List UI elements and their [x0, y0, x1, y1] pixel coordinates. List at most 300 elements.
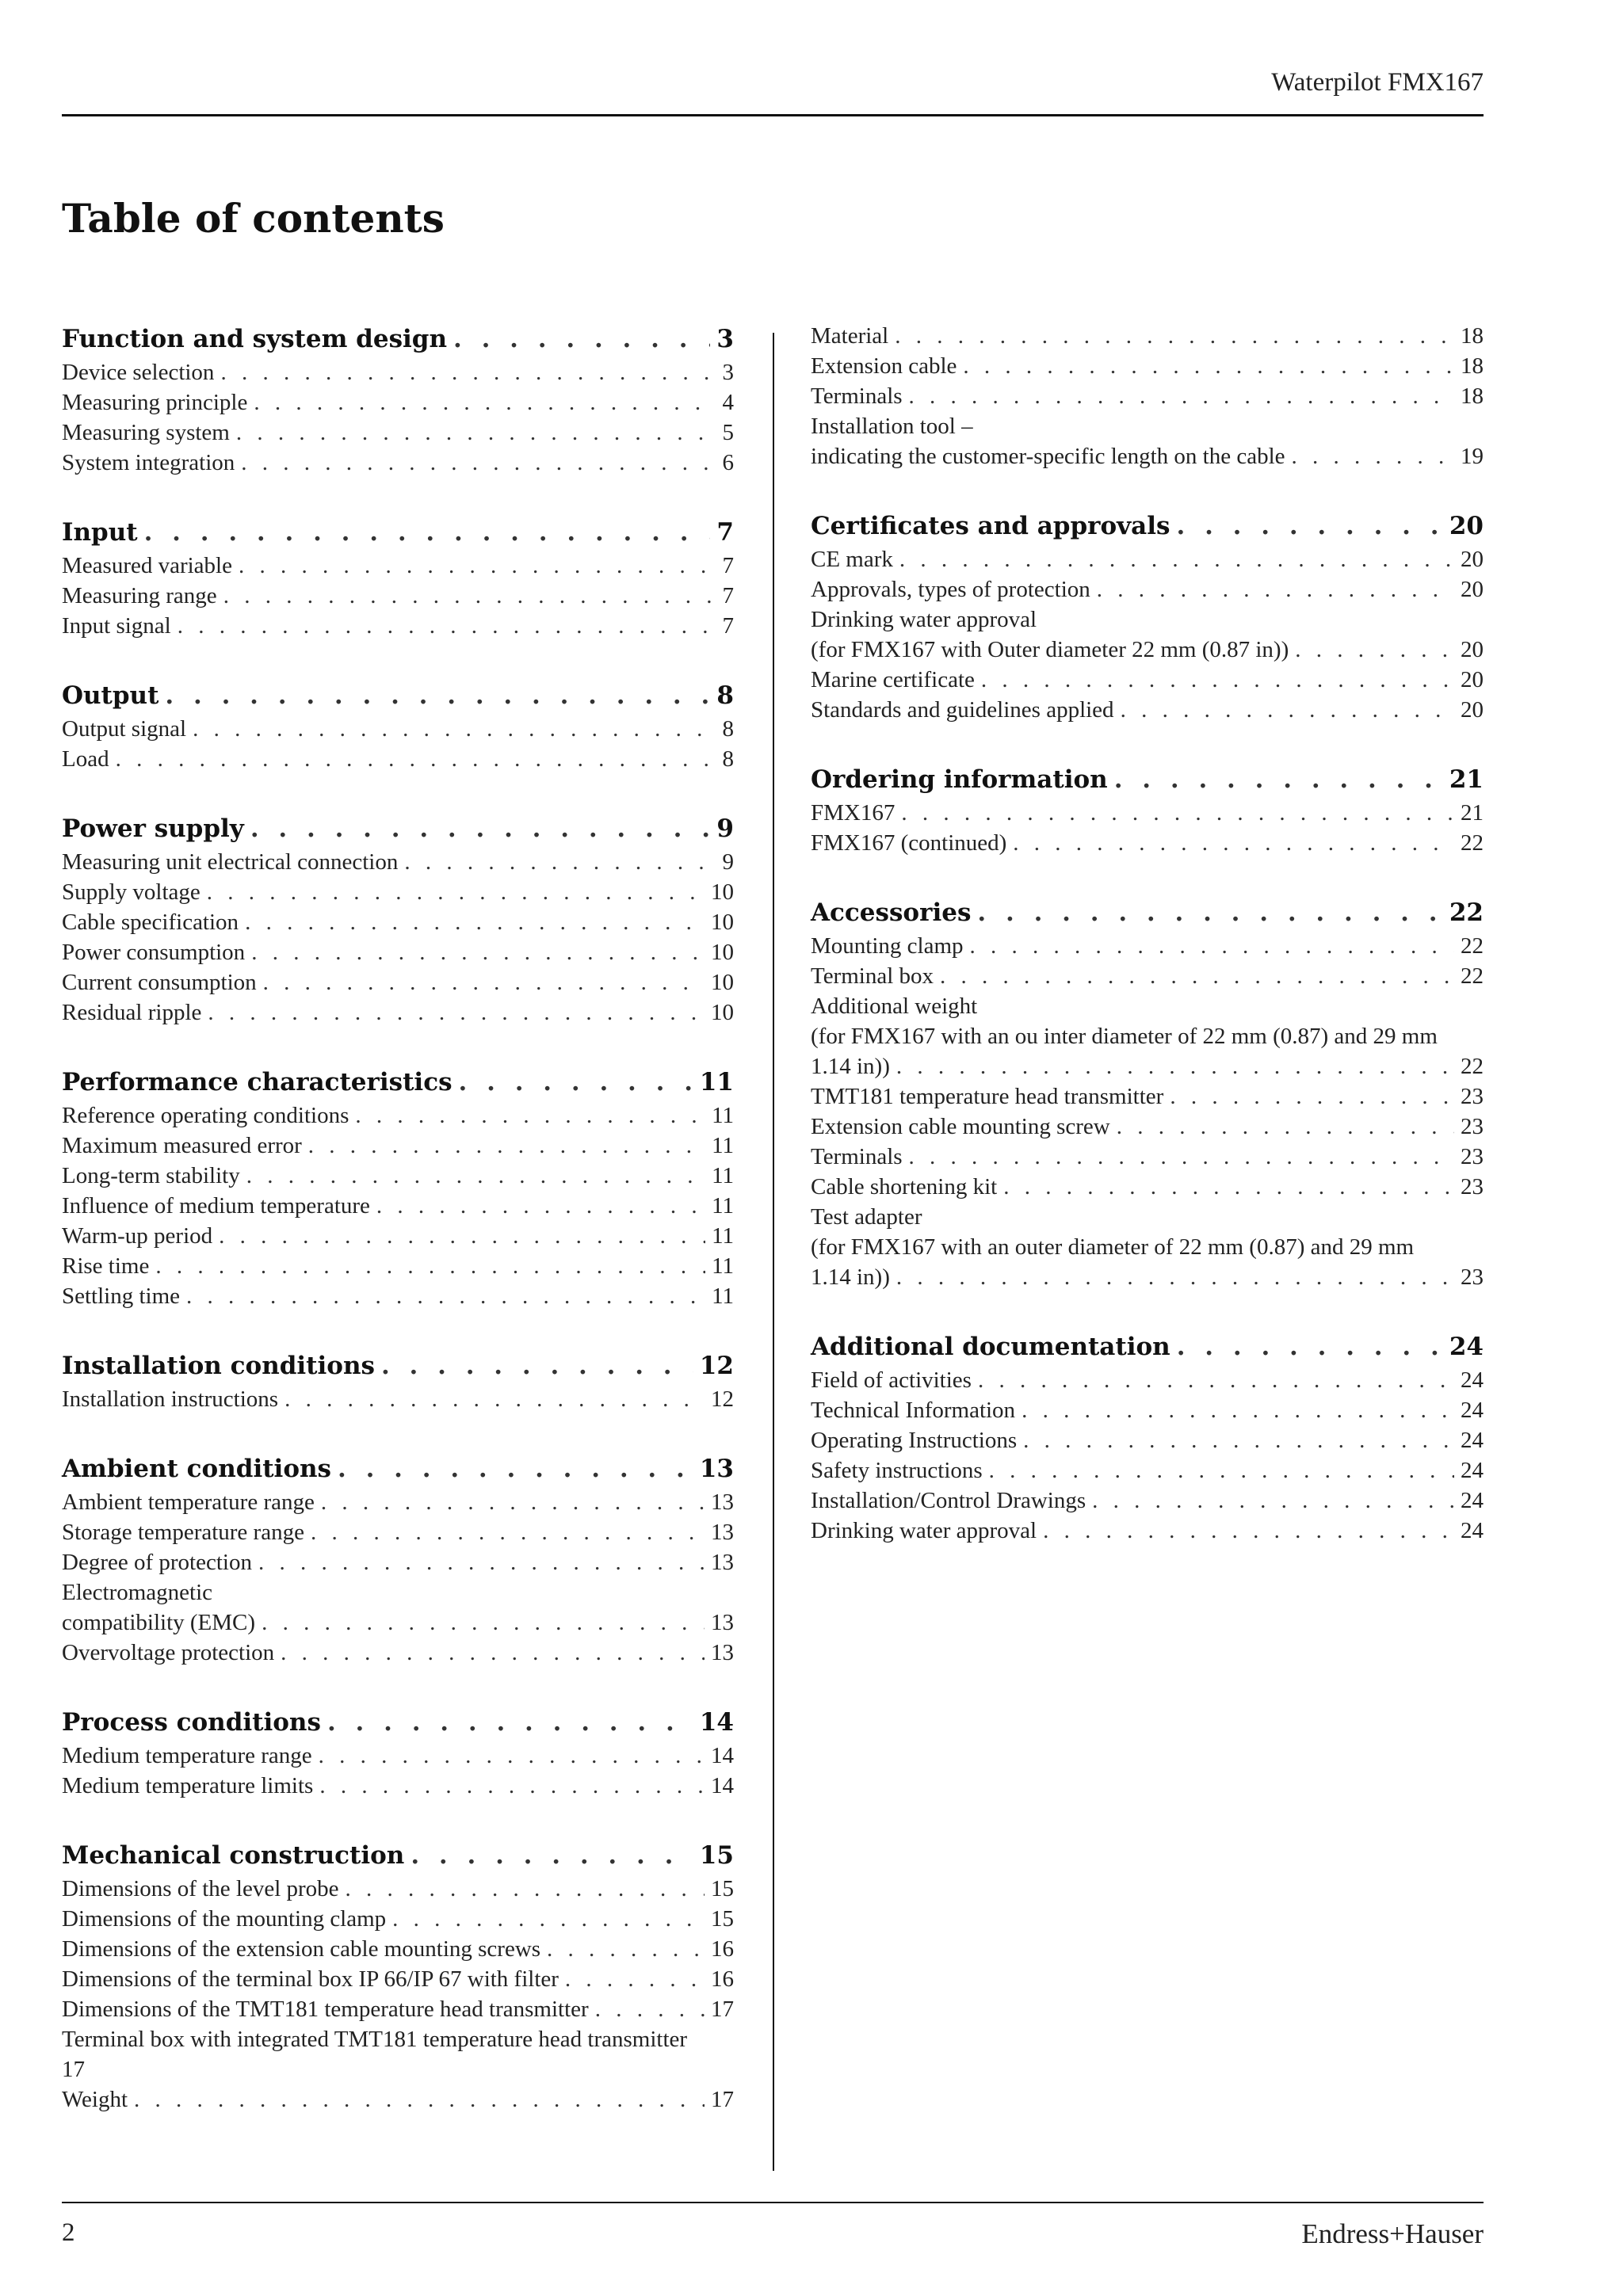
toc-entry-label: Installation tool –: [811, 414, 973, 439]
toc-section-heading-label: Installation conditions: [62, 1352, 375, 1380]
dot-leader: [981, 665, 1454, 695]
toc-entry-label: Input signal: [62, 613, 171, 639]
toc-entry-label: Mounting clamp: [811, 933, 964, 959]
toc-entry-page-number: 11: [712, 1163, 734, 1188]
toc-section-heading-page-number: 22: [1449, 898, 1484, 927]
toc-entry-label: Measuring principle: [62, 390, 248, 415]
toc-entry: [62, 2084, 734, 2115]
toc-entry-page-number: 11: [712, 1253, 734, 1279]
toc-entry: [811, 1112, 1484, 1142]
toc-entry-label: Degree of protection: [62, 1550, 252, 1575]
toc-section: [62, 321, 734, 478]
toc-entry: [62, 1251, 734, 1281]
dot-leader: [1114, 761, 1443, 798]
toc-entry-page-number: 24: [1461, 1488, 1484, 1513]
toc-entry: [62, 1608, 734, 1638]
toc-section-heading: [811, 1329, 1484, 1365]
dot-leader: [262, 1608, 705, 1638]
toc-entry-page-number: 24: [1461, 1398, 1484, 1423]
toc-left-column: [62, 321, 734, 2115]
toc-entry-page-number: 24: [1461, 1428, 1484, 1453]
dot-leader: [144, 514, 711, 551]
toc-entry: [811, 828, 1484, 858]
dot-leader: [940, 961, 1454, 991]
dot-leader: [547, 1934, 705, 1964]
dot-leader: [1043, 1516, 1454, 1546]
dot-leader: [909, 381, 1454, 411]
toc-entry-page-number: 4: [722, 390, 734, 415]
toc-section-heading: [62, 514, 734, 551]
dot-leader: [1176, 508, 1442, 544]
header-rule: [62, 114, 1484, 116]
toc-section-heading-page-number: 21: [1449, 765, 1484, 794]
toc-entry-label: Cable shortening kit: [811, 1174, 998, 1199]
toc-entry-page-number: 23: [1461, 1084, 1484, 1109]
toc-entry: [62, 551, 734, 581]
toc-section-heading-page-number: 3: [716, 325, 734, 353]
toc-section-heading-label: Additional documentation: [811, 1333, 1170, 1361]
toc-entry-label: Residual ripple: [62, 1000, 202, 1025]
toc-section-heading-page-number: 24: [1449, 1333, 1484, 1361]
toc-entry-label: indicating the customer-specific length on the cable: [811, 444, 1285, 469]
dot-leader: [896, 1262, 1454, 1292]
toc-entry: [811, 695, 1484, 725]
dot-leader: [909, 1142, 1454, 1172]
toc-section-heading-page-number: 14: [699, 1708, 734, 1737]
toc-section: [62, 1837, 734, 2115]
dot-leader: [311, 1517, 705, 1547]
toc-entry: [811, 574, 1484, 605]
toc-entry: [62, 1487, 734, 1517]
dot-leader: [346, 1874, 705, 1904]
toc-section-heading: [811, 508, 1484, 544]
dot-leader: [381, 1348, 693, 1384]
dot-leader: [1121, 695, 1454, 725]
dot-leader: [254, 387, 716, 418]
dot-leader: [281, 1638, 705, 1668]
dot-leader: [970, 931, 1454, 961]
toc-entry-label: Supply voltage: [62, 879, 200, 905]
toc-entry-label: Terminal box: [811, 963, 934, 989]
toc-section: [811, 761, 1484, 858]
toc-entry-label: Terminal box with integrated TMT181 temperature head transmitter: [62, 2027, 688, 2052]
dot-leader: [239, 551, 716, 581]
toc-section-heading-label: Ambient conditions: [62, 1455, 331, 1483]
toc-entry-page-number: 22: [1461, 830, 1484, 856]
dot-leader: [1013, 828, 1454, 858]
toc-entry-page-number: 14: [711, 1743, 734, 1768]
toc-entry-page-number: 22: [1461, 963, 1484, 989]
toc-entry: [811, 605, 1484, 635]
dot-leader: [1170, 1081, 1454, 1112]
toc-section-heading-page-number: 12: [699, 1352, 734, 1380]
section-gap: [62, 1801, 734, 1837]
toc-section-heading: [811, 761, 1484, 798]
toc-entry-page-number: 12: [711, 1386, 734, 1412]
toc-entry: [62, 1517, 734, 1547]
toc-entry-page-number: 23: [1461, 1144, 1484, 1169]
toc-entry-page-number: 20: [1461, 637, 1484, 662]
toc-entry-page-number: 16: [711, 1936, 734, 1962]
toc-section-heading: [62, 321, 734, 357]
toc-section-heading-page-number: 9: [716, 814, 734, 843]
toc-entry-label: Technical Information: [811, 1398, 1016, 1423]
toc-section-heading-label: Performance characteristics: [62, 1068, 453, 1097]
toc-entry-label: Influence of medium temperature: [62, 1193, 370, 1219]
toc-entry-label: Extension cable mounting screw: [811, 1114, 1110, 1139]
dot-leader: [155, 1251, 705, 1281]
toc-entry-label: Settling time: [62, 1283, 181, 1309]
toc-entry-label: Material: [811, 323, 889, 349]
toc-section: [62, 677, 734, 774]
toc-section: [62, 1348, 734, 1414]
toc-entry: [62, 1934, 734, 1964]
toc-entry: [62, 907, 734, 937]
dot-leader: [1097, 574, 1454, 605]
toc-section-heading-page-number: 8: [716, 681, 734, 710]
toc-entry-page-number: 17: [711, 1997, 734, 2022]
toc-entry-page-number: 11: [712, 1133, 734, 1158]
toc-entry-page-number: 8: [722, 746, 734, 772]
dot-leader: [223, 581, 716, 611]
toc-entry: [811, 1081, 1484, 1112]
toc-entry-label: Overvoltage protection: [62, 1640, 275, 1665]
toc-entry-label: Storage temperature range: [62, 1520, 304, 1545]
toc-entry-label: Drinking water approval: [811, 607, 1037, 632]
dot-leader: [565, 1964, 705, 1994]
dot-leader: [263, 967, 705, 997]
toc-entry-label: Electromagnetic: [62, 1580, 213, 1605]
section-gap: [62, 774, 734, 810]
toc-entry-page-number: 18: [1461, 323, 1484, 349]
dot-leader: [899, 544, 1454, 574]
toc-entry-label: Device selection: [62, 360, 215, 385]
toc-entry-label: Ambient temperature range: [62, 1489, 315, 1515]
toc-section: [811, 1329, 1484, 1546]
toc-entry: [62, 1874, 734, 1904]
dot-leader: [250, 810, 711, 847]
toc-entry: [811, 1051, 1484, 1081]
toc-section-heading: [811, 894, 1484, 931]
toc-entry: [62, 1100, 734, 1131]
toc-entry-page-number: 22: [1461, 1054, 1484, 1079]
dot-leader: [285, 1384, 705, 1414]
toc-entry-label: TMT181 temperature head transmitter: [811, 1084, 1164, 1109]
toc-entry: [62, 997, 734, 1028]
dot-leader: [207, 877, 705, 907]
toc-entry-page-number: 10: [711, 940, 734, 965]
section-gap: [811, 471, 1484, 508]
toc-entry-label: CE mark: [811, 547, 893, 572]
toc-entry-label: Test adapter: [811, 1204, 922, 1230]
toc-entry-label: Weight: [62, 2087, 128, 2112]
toc-entry-page-number: 8: [722, 716, 734, 742]
dot-leader: [241, 448, 716, 478]
toc-entry-label: 1.14 in)): [811, 1264, 890, 1290]
toc-section-heading: [62, 1348, 734, 1384]
toc-entry: [62, 1638, 734, 1668]
toc-section: [62, 1064, 734, 1311]
toc-entry-label: Safety instructions: [811, 1458, 983, 1483]
toc-entry: [62, 418, 734, 448]
dot-leader: [595, 1994, 705, 2024]
dot-leader: [178, 611, 716, 641]
toc-entry-label: Marine certificate: [811, 667, 975, 692]
toc-entry: [811, 1172, 1484, 1202]
dot-leader: [258, 1547, 705, 1577]
toc-entry: [62, 1281, 734, 1311]
toc-section: [62, 1704, 734, 1801]
toc-entry-page-number: 20: [1461, 697, 1484, 723]
toc-section-heading: [62, 810, 734, 847]
toc-entry-page-number: 7: [722, 553, 734, 578]
toc-entry-page-number: 7: [722, 613, 734, 639]
dot-leader: [1117, 1112, 1454, 1142]
toc-entry-page-number: 20: [1461, 547, 1484, 572]
toc-section-heading-label: Mechanical construction: [62, 1841, 405, 1870]
toc-entry-label: Measuring range: [62, 583, 217, 608]
toc-entry-page-number: 23: [1461, 1174, 1484, 1199]
toc-entry-page-number: 13: [711, 1489, 734, 1515]
toc-entry-label: Current consumption: [62, 970, 257, 995]
toc-entry: [811, 1202, 1484, 1232]
toc-entry-page-number: 10: [711, 970, 734, 995]
toc-entry: [811, 544, 1484, 574]
toc-section-heading: [62, 677, 734, 714]
dot-leader: [319, 1741, 705, 1771]
dot-leader: [376, 1191, 705, 1221]
toc-entry: [62, 1964, 734, 1994]
toc-entry: [811, 665, 1484, 695]
dot-leader: [308, 1131, 705, 1161]
toc-section-heading: [62, 1451, 734, 1487]
toc-entry-page-number: 24: [1461, 1367, 1484, 1393]
footer-brand: Endress+Hauser: [1301, 2218, 1484, 2249]
dot-leader: [404, 847, 716, 877]
toc-entry-page-number: 15: [711, 1876, 734, 1901]
toc-entry: [811, 441, 1484, 471]
toc-entry: [811, 961, 1484, 991]
toc-entry-label: Reference operating conditions: [62, 1103, 349, 1128]
toc-section-heading-page-number: 11: [699, 1068, 734, 1097]
toc-entry: [811, 1395, 1484, 1425]
toc-entry: [811, 1232, 1484, 1262]
dot-leader: [895, 321, 1454, 351]
toc-entry-page-number: 18: [1461, 383, 1484, 409]
toc-entry-label: Long-term stability: [62, 1163, 240, 1188]
toc-section-heading-label: Accessories: [811, 898, 972, 927]
toc-entry-page-number: 5: [722, 420, 734, 445]
dot-leader: [208, 997, 705, 1028]
toc-entry: [62, 581, 734, 611]
dot-leader: [977, 894, 1442, 931]
toc-entry: [62, 744, 734, 774]
toc-entry-label: Output signal: [62, 716, 187, 742]
toc-entry: [62, 1904, 734, 1934]
toc-entry-label: Measured variable: [62, 553, 232, 578]
toc-section: [811, 321, 1484, 471]
toc-entry: [811, 1262, 1484, 1292]
toc-entry: [811, 798, 1484, 828]
toc-entry-label: Terminals: [811, 1144, 903, 1169]
section-gap: [811, 858, 1484, 894]
toc-entry-label: Dimensions of the extension cable mounting screws: [62, 1936, 541, 1962]
toc-entry: [62, 937, 734, 967]
toc-entry-label: Measuring unit electrical connection: [62, 849, 399, 875]
toc-section: [62, 1451, 734, 1668]
toc-entry: [62, 448, 734, 478]
dot-leader: [411, 1837, 693, 1874]
toc-entry: [62, 1577, 734, 1608]
toc-entry: [811, 991, 1484, 1021]
toc-entry-label: 17: [62, 2057, 85, 2082]
toc-entry: [62, 357, 734, 387]
toc-entry-page-number: 13: [711, 1610, 734, 1635]
toc-entry-page-number: 14: [711, 1773, 734, 1798]
dot-leader: [1023, 1425, 1454, 1455]
toc-entry: [62, 1384, 734, 1414]
toc-entry-label: compatibility (EMC): [62, 1610, 256, 1635]
toc-entry-page-number: 16: [711, 1966, 734, 1992]
toc-entry-label: Operating Instructions: [811, 1428, 1018, 1453]
toc-entry-label: Field of activities: [811, 1367, 972, 1393]
toc-entry-page-number: 24: [1461, 1518, 1484, 1543]
section-gap: [62, 1028, 734, 1064]
dot-leader: [193, 714, 716, 744]
dot-leader: [321, 1487, 705, 1517]
toc-entry-page-number: 20: [1461, 667, 1484, 692]
toc-entry-label: Standards and guidelines applied: [811, 697, 1114, 723]
toc-entry-label: Extension cable: [811, 353, 957, 379]
toc-entry-label: Load: [62, 746, 109, 772]
toc-entry-label: Medium temperature range: [62, 1743, 312, 1768]
toc-entry-label: Medium temperature limits: [62, 1773, 314, 1798]
toc-entry: [811, 931, 1484, 961]
section-gap: [62, 1668, 734, 1704]
toc-entry-label: Rise time: [62, 1253, 150, 1279]
document-product-title: Waterpilot FMX167: [1271, 68, 1484, 97]
dot-leader: [165, 677, 710, 714]
dot-leader: [220, 357, 716, 387]
toc-section-heading-label: Process conditions: [62, 1708, 321, 1737]
page-title: Table of contents: [62, 195, 445, 242]
toc-entry: [62, 2024, 734, 2054]
toc-entry-page-number: 10: [711, 879, 734, 905]
toc-entry-page-number: 18: [1461, 353, 1484, 379]
toc-entry: [811, 1516, 1484, 1546]
toc-entry-page-number: 9: [722, 849, 734, 875]
toc-entry-page-number: 6: [722, 450, 734, 475]
toc-entry: [811, 1486, 1484, 1516]
toc-entry-label: Warm-up period: [62, 1223, 213, 1249]
toc-entry: [62, 387, 734, 418]
dot-leader: [134, 2084, 705, 2115]
toc-entry: [62, 1161, 734, 1191]
toc-entry-label: 1.14 in)): [811, 1054, 890, 1079]
toc-entry-label: FMX167 (continued): [811, 830, 1007, 856]
dot-leader: [319, 1771, 705, 1801]
dot-leader: [1092, 1486, 1454, 1516]
toc-entry: [811, 351, 1484, 381]
toc-entry-page-number: 23: [1461, 1114, 1484, 1139]
toc-entry-label: Power consumption: [62, 940, 246, 965]
column-divider: [773, 333, 774, 2171]
dot-leader: [327, 1704, 693, 1741]
toc-entry-page-number: 13: [711, 1520, 734, 1545]
section-gap: [62, 478, 734, 514]
toc-section-heading-page-number: 13: [699, 1455, 734, 1483]
toc-entry: [62, 847, 734, 877]
dot-leader: [355, 1100, 705, 1131]
dot-leader: [251, 937, 705, 967]
toc-entry: [62, 1994, 734, 2024]
dot-leader: [1292, 441, 1454, 471]
toc-entry-label: Measuring system: [62, 420, 230, 445]
toc-entry-page-number: 10: [711, 1000, 734, 1025]
toc-right-column: [811, 321, 1484, 1546]
toc-section-heading: [62, 1837, 734, 1874]
footer-page-number: 2: [62, 2218, 75, 2247]
toc-entry-label: Installation instructions: [62, 1386, 279, 1412]
toc-entry: [811, 1142, 1484, 1172]
toc-entry-label: Maximum measured error: [62, 1133, 302, 1158]
toc-entry-label: Drinking water approval: [811, 1518, 1037, 1543]
toc-entry: [811, 411, 1484, 441]
toc-entry-label: Terminals: [811, 383, 903, 409]
dot-leader: [338, 1451, 693, 1487]
toc-entry: [811, 321, 1484, 351]
toc-entry: [62, 2054, 734, 2084]
toc-entry-page-number: 13: [711, 1640, 734, 1665]
toc-section-heading-page-number: 7: [716, 518, 734, 547]
toc-entry-page-number: 17: [711, 2087, 734, 2112]
toc-entry-label: Additional weight: [811, 994, 978, 1019]
dot-leader: [1022, 1395, 1454, 1425]
toc-entry-label: (for FMX167 with an outer diameter of 22 mm (0.87) and 29 mm: [811, 1234, 1415, 1260]
toc-entry: [811, 381, 1484, 411]
toc-section-heading-label: Function and system design: [62, 325, 448, 353]
dot-leader: [896, 1051, 1454, 1081]
toc-entry-page-number: 11: [712, 1193, 734, 1219]
toc-section-heading-label: Output: [62, 681, 159, 710]
toc-entry-label: FMX167: [811, 800, 896, 826]
toc-entry: [811, 1021, 1484, 1051]
dot-leader: [246, 1161, 705, 1191]
toc-entry-label: System integration: [62, 450, 235, 475]
toc-entry: [62, 1741, 734, 1771]
toc-section-heading-page-number: 20: [1449, 512, 1484, 540]
toc-entry-label: Dimensions of the terminal box IP 66/IP 67 with filter: [62, 1966, 559, 1992]
toc-entry: [811, 1365, 1484, 1395]
dot-leader: [245, 907, 705, 937]
toc-entry-page-number: 21: [1461, 800, 1484, 826]
dot-leader: [963, 351, 1454, 381]
toc-entry-label: Cable specification: [62, 910, 239, 935]
toc-entry-page-number: 15: [711, 1906, 734, 1932]
toc-entry-page-number: 11: [712, 1223, 734, 1249]
toc-entry-page-number: 24: [1461, 1458, 1484, 1483]
footer-rule: [62, 2202, 1484, 2203]
dot-leader: [1295, 635, 1454, 665]
toc-entry-page-number: 10: [711, 910, 734, 935]
dot-leader: [459, 1064, 693, 1100]
toc-section: [811, 508, 1484, 725]
toc-entry: [62, 1221, 734, 1251]
dot-leader: [1177, 1329, 1443, 1365]
toc-entry-label: (for FMX167 with an ou inter diameter of 22 mm (0.87) and 29 mm: [811, 1024, 1438, 1049]
toc-entry-label: Dimensions of the mounting clamp: [62, 1906, 387, 1932]
toc-section-heading-page-number: 15: [699, 1841, 734, 1870]
